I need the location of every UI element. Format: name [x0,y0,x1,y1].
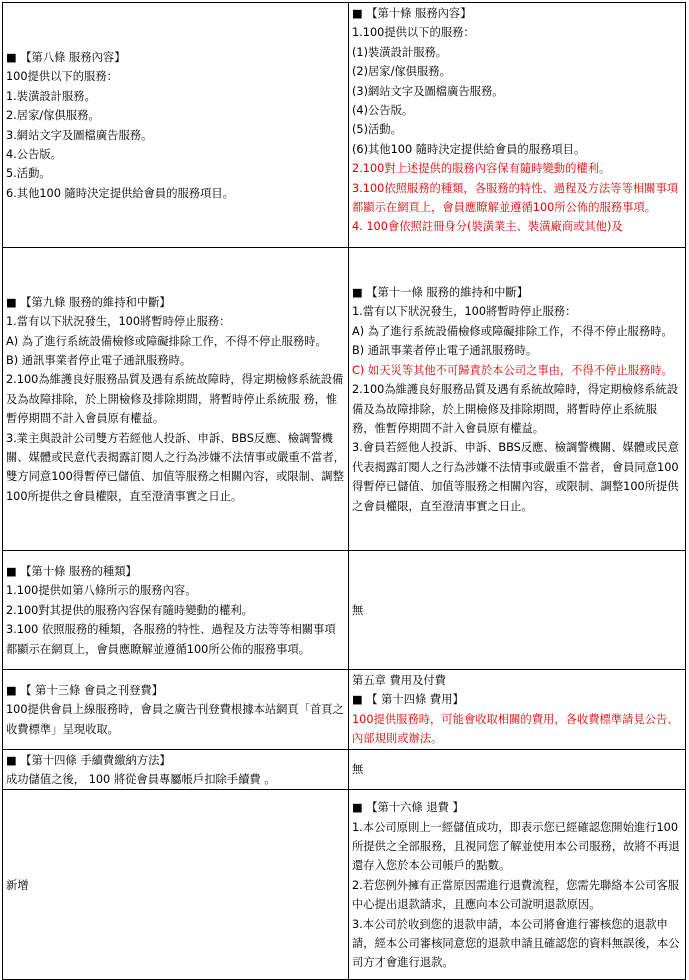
old-clause-line: 100提供以下的服務： [6,70,118,84]
new-clause-line: ■ 【第十條 服務內容】 [352,7,472,20]
new-clause-line: (5)活動。 [352,123,402,137]
new-clause-line: 3.100依照服務的種類，各服務的特性、過程及方法等等相關事項都顯示在網頁上，會員應瞭解並遵循100所公佈的服務事項。 [352,181,679,215]
new-clause-cell [349,248,686,551]
new-clause-line: (6)其他100 隨時決定提供給會員的服務項目。 [352,142,586,156]
new-clause-line: (3)網站文字及圖檔廣告服務。 [352,84,504,98]
old-clause-cell [3,790,349,980]
old-clause-line: 1.裝潢設計服務。 [6,89,96,103]
new-clause-line: B) 通訊事業者停止電子通訊服務時。 [352,344,538,358]
new-clause-line: ■ 【第十一條 服務的維持和中斷】 [352,286,529,300]
new-clause-line: 4. 100會依照註冊身分(裝潢業主、裝潢廠商或其他)及 [352,220,623,234]
new-clause-line: 2.100為維護良好服務品質及遇有系統故障時，得定期檢修系統設備及為故障排除，於上開檢修及排除期間，將暫時停止系統服 務，惟暫停期間不計入會員原有權益。 [352,383,679,435]
new-clause-line: (1)裝潢設計服務。 [352,45,448,59]
new-clause-cell [349,551,686,670]
new-clause-line: ■ 【 第十四條 費用】 [352,693,464,707]
new-clause-line: 1.本公司原則上一經儲值成功，即表示您已經確認您開始進行100所提供之全部服務，且視同您了解並使用本公司服務，故將不再退還存入您於本公司帳戶的點數。 [352,820,680,873]
old-clause-line: 5.活動。 [6,167,51,181]
new-clause-line: 第五章 費用及付費 [352,674,446,687]
new-clause-line: (2)居家/傢俱服務。 [352,65,451,79]
old-clause-line: 3.業主與設計公司雙方若經他人投訴、申訴、BBS反應、檢調警機關、媒體或民意代表揭露訂閱人之行為涉嫌不法情事或嚴重不當者，雙方同意100得暫停已儲值、加值等服務之相關內容，或限制、調整100所提供之會員權限，直至澄清事實之日止。 [6,431,345,503]
old-clause-line: 4.公告版。 [6,147,62,161]
old-clause-line: ■ 【第十條 服務的種類】 [6,564,137,578]
old-clause-line: ■ 【第十四條 手續費繳納方法】 [6,753,171,767]
old-clause-line: B) 通訊事業者停止電子通訊服務時。 [6,353,192,367]
old-clause-line: ■ 【 第十三條 會員之刊登費】 [6,683,164,697]
table-body [3,3,686,980]
old-clause-line: 3.網站文字及圖檔廣告服務。 [6,128,153,142]
old-clause-line: A) 為了進行系統設備檢修或障礙排除工作，不得不停止服務時。 [6,334,327,348]
new-clause-line: 100提供服務時，可能會收取相關的費用，各收費標準請見公告、內部規則或辦法。 [352,712,679,746]
new-clause-line: 1.當有以下狀況發生，100將暫時停止服務： [352,305,577,319]
old-clause-line: 2.100對其提供的服務內容保有隨時變動的權利。 [6,603,253,617]
new-clause-line: 3.會員若經他人投訴、申訴、BBS反應、檢調警機關、媒體或民意代表揭露訂閱人之行為涉嫌不法情事或嚴重不當者，會員同意100得暫停已儲值、加值等服務之相關內容，或限制、調整100所提供之會員權限，直至澄清事實之日止。 [352,441,679,513]
new-clause-line: (4)公告版。 [352,104,414,118]
old-clause-line: 成功儲值之後， 100 將從會員專屬帳戶扣除手續費 。 [6,773,276,787]
terms-comparison-table [2,2,686,980]
old-clause-cell [3,248,349,551]
old-clause-line: 2.居家/傢俱服務。 [6,109,100,123]
old-clause-cell [3,3,349,248]
old-clause-cell [3,670,349,750]
new-clause-cell [349,670,686,750]
old-clause-cell [3,749,349,790]
new-clause-line: 1.100提供以下的服務： [352,26,475,40]
new-clause-cell [349,3,686,248]
old-clause-line: 1.100提供如第八條所示的服務內容。 [6,584,197,598]
table-row [3,790,686,980]
old-clause-line: 2.100為維護良好服務品質及遇有系統故障時，得定期檢修系統設備及為故障排除，於上開檢修及排除期間，將暫時停止系統服 務，惟暫停期間不計入會員原有權益。 [6,373,344,426]
old-clause-line: 100提供會員上線服務時，會員之廣告刊登費根據本站網頁「首頁之收費標準」呈現收取。 [6,703,344,736]
old-clause-line: 6.其他100 隨時決定提供給會員的服務項目。 [6,186,234,200]
old-clause-cell [3,551,349,670]
new-clause-line: C) 如天災等其他不可歸責於本公司之事由，不得不停止服務時。 [352,363,673,377]
new-clause-line: 2.若您例外擁有正當原因需進行退費流程，您需先聯絡本公司客服中心提出退款請求，且應向本公司說明退款原因。 [352,878,680,912]
old-clause-line: ■ 【第八條 服務內容】 [6,50,126,64]
new-clause-cell [349,790,686,980]
table-row [3,749,686,790]
new-clause-line: ■ 【第十六條 退費 】 [352,801,464,815]
new-clause-line: A) 為了進行系統設備檢修或障礙排除工作，不得不停止服務時。 [352,324,673,338]
new-clause-line: 無 [352,603,364,617]
table-row [3,670,686,750]
old-clause-line: 3.100 依照服務的種類，各服務的特性、過程及方法等等相關事項都顯示在網頁上，會員應瞭解並遵循100所公佈的服務事項。 [6,623,336,656]
new-clause-line: 無 [352,763,364,777]
old-clause-line: 1.當有以下狀況發生，100將暫時停止服務： [6,315,231,329]
table-row [3,551,686,670]
new-clause-line: 2.100對上述提供的服務內容保有隨時變動的權利。 [352,162,611,176]
old-clause-line: ■ 【第九條 服務的維持和中斷】 [6,295,171,309]
table-row [3,248,686,551]
old-clause-line: 新增 [6,878,29,892]
new-clause-line: 3.本公司於收到您的退款申請，本公司將會進行審核您的退款申請，經本公司審核同意您的退款申請且確認您的資料無誤後，本公司方才會進行退款。 [352,917,680,970]
table-row [3,3,686,248]
new-clause-cell [349,749,686,790]
